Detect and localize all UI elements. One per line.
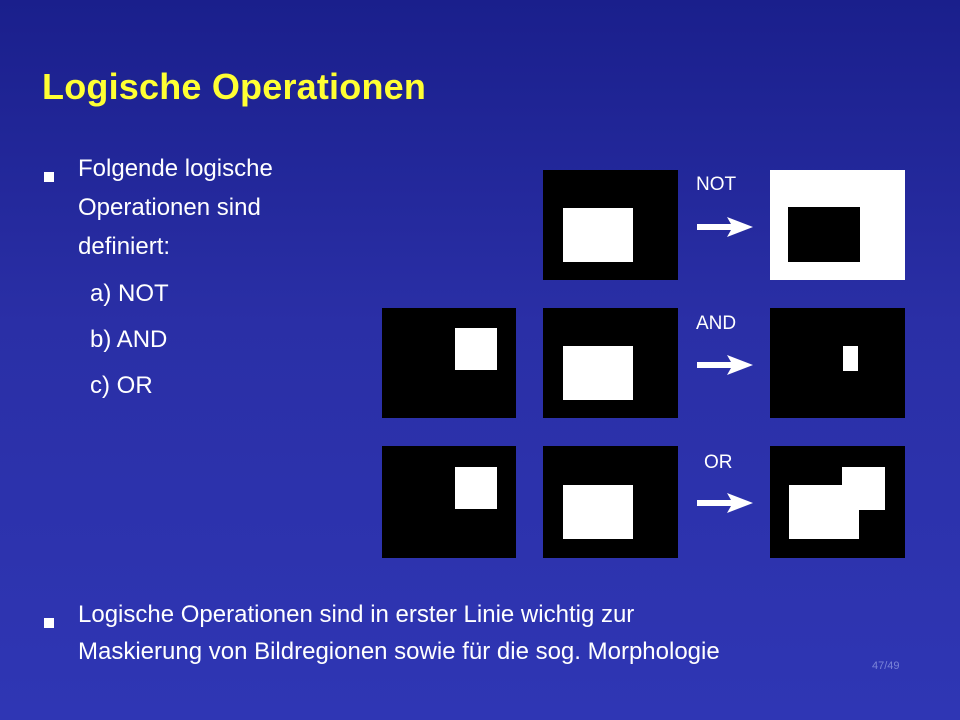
white-rectangle bbox=[563, 346, 633, 400]
operation-list-item: b) AND bbox=[90, 326, 168, 353]
or-first-input-image bbox=[382, 446, 516, 558]
not-input-image bbox=[543, 170, 678, 280]
white-rectangle bbox=[563, 208, 633, 262]
definition-line: Operationen sind bbox=[78, 194, 261, 221]
and-output-image bbox=[770, 308, 905, 418]
not-output-image bbox=[770, 170, 905, 280]
page-number: 47/49 bbox=[872, 660, 900, 672]
or-result-arrow-icon bbox=[697, 491, 753, 515]
or-operation-label: OR bbox=[704, 452, 733, 473]
and-operation-label: AND bbox=[696, 313, 737, 334]
white-square bbox=[455, 467, 497, 509]
bullet-marker bbox=[44, 172, 54, 182]
definition-line: Folgende logische bbox=[78, 155, 273, 182]
white-rectangle bbox=[789, 485, 859, 539]
summary-line: Logische Operationen sind in erster Linie wichtig zur bbox=[78, 601, 635, 628]
white-rectangle bbox=[563, 485, 633, 539]
and-first-input-image bbox=[382, 308, 516, 418]
bullet-marker bbox=[44, 618, 54, 628]
black-rectangle bbox=[788, 207, 860, 262]
operation-list-item: a) NOT bbox=[90, 280, 169, 307]
operation-list-item: c) OR bbox=[90, 372, 153, 399]
slide-title: Logische Operationen bbox=[42, 66, 427, 107]
white-intersection-block bbox=[843, 346, 858, 371]
and-result-arrow-icon bbox=[697, 353, 753, 377]
or-output-image bbox=[770, 446, 905, 558]
not-result-arrow-icon bbox=[697, 215, 753, 239]
not-operation-label: NOT bbox=[696, 174, 737, 195]
white-square bbox=[455, 328, 497, 370]
or-second-input-image bbox=[543, 446, 678, 558]
summary-line: Maskierung von Bildregionen sowie für die sog. Morphologie bbox=[78, 638, 720, 665]
definition-line: definiert: bbox=[78, 233, 171, 260]
and-second-input-image bbox=[543, 308, 678, 418]
